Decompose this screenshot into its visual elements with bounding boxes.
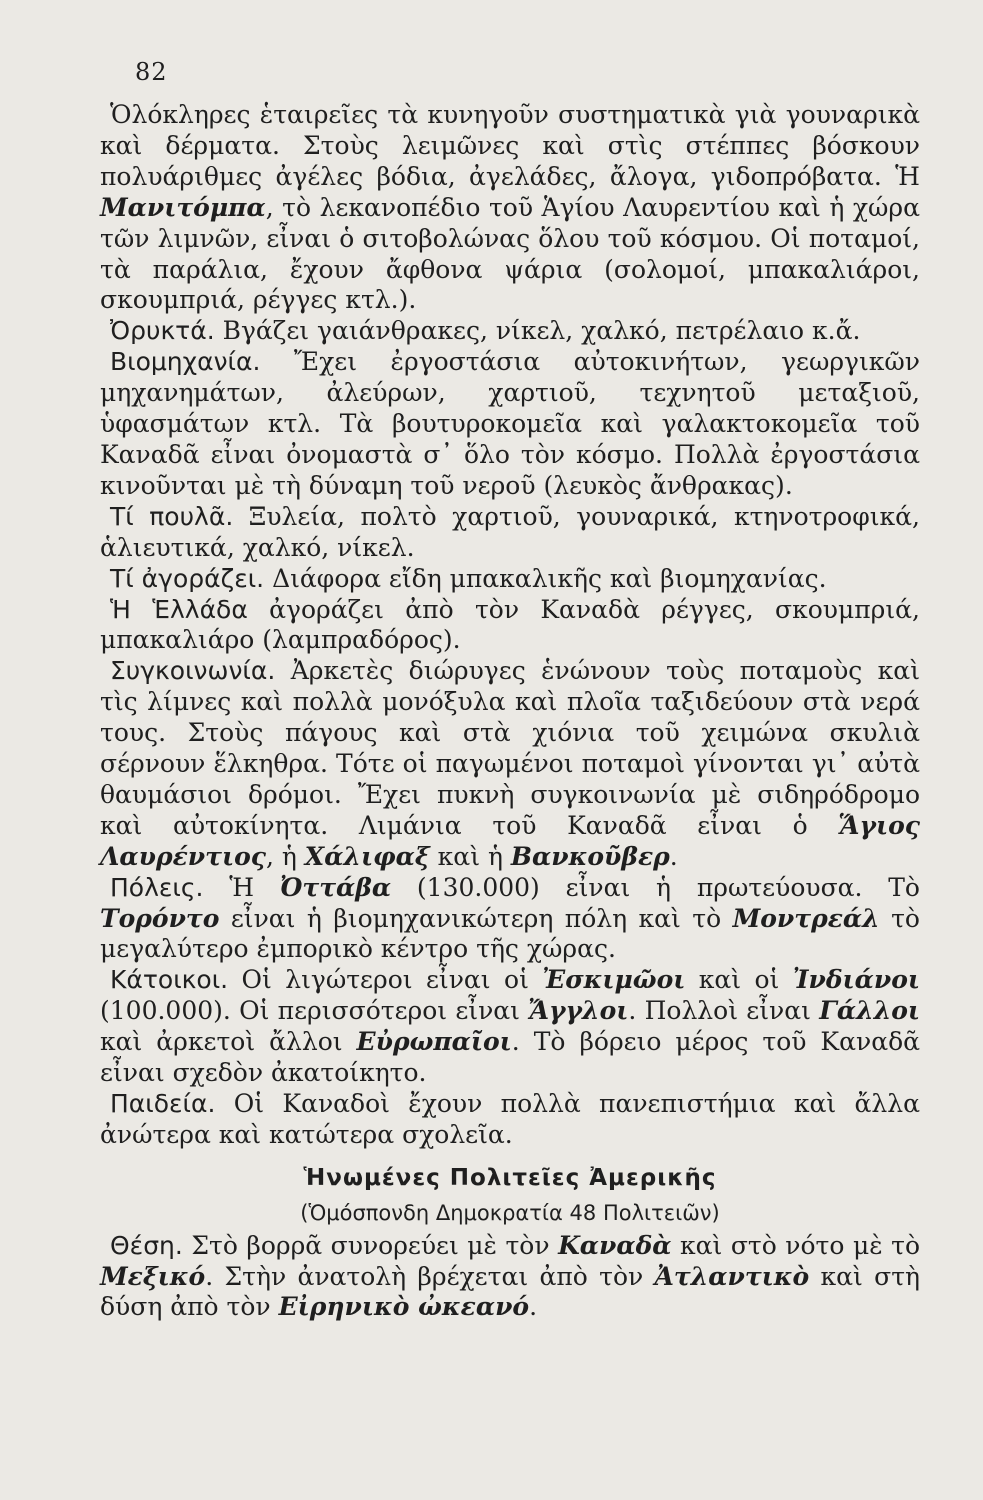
text-run: , τὸ λεκανοπέδιο τοῦ Ἁγίου Λαυρεντίου καὶ ἡ χώρα τῶν λιμνῶν, εἶναι ὁ σιτοβολώνας ὅλου τοῦ κόσμου. Οἱ ποταμοί, τὰ παράλια, ἔχουν ἄφθονα ψάρια (σολομοί, μπακαλιάροι, σκουμπριά, ρέγγες κτλ.). [100,192,920,315]
text-run: . [529,1292,538,1322]
text-run: ἀγοράζει ἀπὸ τὸν Καναδὰ ρέγγες, σκουμπριά, μπακαλιάρο (λαμπραδόρος). [100,594,920,655]
paragraph-greece [100,595,920,657]
paragraph-lead: Συγκοινωνία. [110,656,276,686]
place-name: Ἅγιος Λαυρέντιος [100,810,920,871]
text-run: Διάφορα εἴδη μπακαλικῆς καὶ βιομηχανίας. [264,563,827,593]
text-run: καὶ οἱ [685,965,793,995]
text-run: Ἡ [203,872,280,902]
paragraph-exports [100,502,920,564]
place-name: Μοντρεάλ [732,903,880,933]
paragraph-lead: Κάτοικοι. [110,965,229,995]
text-run: Οἱ λιγώτεροι εἶναι οἱ [228,965,543,995]
text-run: Ξυλεία, πολτὸ χαρτιοῦ, γουναρικά, κτηνοτροφικά, ἁλιευτικά, χαλκό, νίκελ. [100,501,920,562]
paragraph-lead: Παιδεία. [110,1089,216,1118]
people-name: Ἐσκιμῶοι [542,965,686,995]
paragraph-lead: Ὀρυκτά. [110,316,215,346]
paragraph-lead: Τί ἀγοράζει. [110,563,265,593]
place-name: Μανιτόμπα [100,192,266,222]
text-run: (130.000) εἶναι ἡ πρωτεύουσα. Τὸ [391,872,920,902]
text-run: Ὁλόκληρες ἑταιρεῖες τὰ κυνηγοῦν συστηματικὰ γιὰ γουναρικὰ καὶ δέρματα. Στοὺς λειμῶνες καὶ στὶς στέππες βόσκουν πολυάριθμες ἀγέλες βόδια, ἀγελάδες, ἄλογα, γιδοπρόβατα. Ἡ [100,100,920,191]
text-run: Βγάζει γαιάνθρακες, νίκελ, χαλκό, πετρέλαιο κ.ἄ. [214,316,861,346]
paragraph-minerals [100,316,920,347]
place-name: Μεξικό [100,1261,206,1291]
text-run: τὸ μεγαλύτερο ἐμπορικὸ κέντρο τῆς χώρας. [100,903,920,964]
people-name: Γάλλοι [819,996,921,1026]
section-subtitle: (Ὁμόσπονδη Δημοκρατία 48 Πολιτειῶν) [300,1200,720,1225]
paragraph-lead: Ἡ Ἑλλάδα [110,594,248,624]
text-run: Στὸ βορρᾶ συνορεύει μὲ τὸν [182,1230,559,1260]
text-run: (100.000). Οἱ περισσότεροι εἶναι [100,996,529,1026]
paragraph-industry [100,347,920,502]
place-name: Ὀττάβα [279,872,392,902]
text-run: καὶ ἡ [429,841,511,871]
page-number: 82 [135,58,168,86]
text-run: Ἔχει ἐργοστάσια αὐτοκινήτων, γεωργικῶν μηχανημάτων, ἀλεύρων, χαρτιοῦ, τεχνητοῦ μεταξιοῦ, ὑφασμάτων κτλ. Τὰ βουτυροκομεῖα καὶ γαλακτοκομεῖα τοῦ Καναδᾶ εἶναι ὀνομαστὰ σ᾿ ὅλο τὸν κόσμο. Πολλὰ ἐργοστάσια κινοῦνται μὲ τὴ δύναμη τοῦ νεροῦ (λευκὸς ἄνθρακας). [100,347,920,500]
text-run: . Πολλοὶ εἶναι [628,996,820,1026]
people-name: Ἰνδιάνοι [792,965,920,995]
paragraph-lead: Θέση. [110,1230,183,1260]
text-run: εἶναι ἡ βιομηχανικώτερη πόλη καὶ τὸ [219,903,733,933]
people-name: Εὐρωπαῖοι [356,1027,512,1057]
text-run: καὶ ἀρκετοὶ ἄλλοι [100,1027,357,1057]
text-run: Ἀρκετὲς διώρυγες ἑνώνουν τοὺς ποταμοὺς καὶ τὶς λίμνες καὶ πολλὰ μονόξυλα καὶ πλοῖα ταξιδεύουν στὰ νερά τους. Στοὺς πάγους καὶ στὰ χιόνια τοῦ χειμώνα σκυλιὰ σέρνουν ἕλκηθρα. Τότε οἱ παγωμένοι ποταμοὶ γίνονται γι᾿ αὐτὰ θαυμάσιοι δρόμοι. Ἔχει πυκνὴ συγκοινωνία μὲ σιδηρόδρομο καὶ αὐτοκίνητα. Λιμάνια τοῦ Καναδᾶ εἶναι ὁ [100,656,920,840]
paragraph-lead: Βιομηχανία. [110,347,261,377]
text-run: καὶ στὸ νότο μὲ τὸ [671,1230,920,1260]
people-name: Ἄγγλοι [528,996,629,1026]
paragraph-canada-intro [100,100,920,316]
text-run: . Τὸ βόρειο μέρος τοῦ Καναδᾶ εἶναι σχεδὸν ἀκατοίκητο. [100,1027,921,1088]
paragraph-lead: Τί πουλᾶ. [110,501,234,531]
place-name: Τορόντο [100,903,220,933]
text-run: Οἱ Καναδοὶ ἔχουν πολλὰ πανεπιστήμια καὶ ἄλλα ἀνώτερα καὶ κατώτερα σχολεῖα. [100,1089,920,1149]
paragraph-transport [100,656,920,872]
text-run: . Στὴν ἀνατολὴ βρέχεται ἀπὸ τὸν [205,1261,655,1291]
paragraph-inhabitants [100,965,920,1089]
text-run: , ἡ [265,841,305,871]
section-title: Ἡνωμένες Πολιτεῖες Ἀμερικῆς [303,1164,717,1191]
place-name: Χάλιφαξ [304,841,430,871]
text-run: . [669,841,678,871]
paragraph-education [100,1089,920,1151]
body-text [100,100,920,1323]
paragraph-position [100,1231,920,1324]
paragraph-lead: Πόλεις. [110,872,204,902]
place-name: Βανκοῦβερ [510,841,670,871]
place-name: Ἀτλαντικὸ [654,1261,810,1291]
place-name: Καναδὰ [558,1230,672,1260]
paragraph-imports [100,564,920,595]
place-name: Εἰρηνικὸ ὠκεανό [278,1292,530,1322]
paragraph-cities [100,873,920,966]
text-run: καὶ στὴ δύση ἀπὸ τὸν [100,1261,921,1322]
